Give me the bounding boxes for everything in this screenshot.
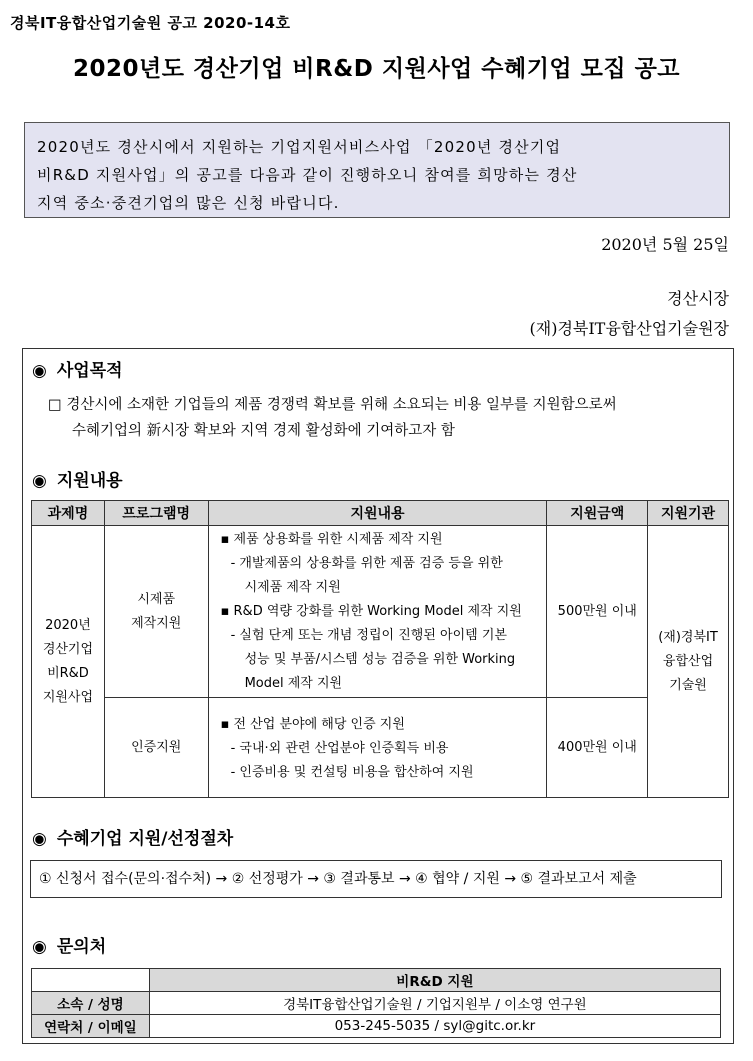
checkbox-icon: □ xyxy=(48,397,62,413)
intro-line: 비R&D 지원사업」의 공고를 다음과 같이 진행하오니 참여를 희망하는 경산 xyxy=(37,166,578,184)
table-row xyxy=(32,992,721,1015)
column-header: 지원내용 xyxy=(208,501,547,526)
row-value: 053-245-5035 / syl@gitc.or.kr xyxy=(149,1015,720,1038)
table-row xyxy=(32,526,729,698)
task-name-line: 비R&D xyxy=(47,665,89,681)
support-table xyxy=(31,500,729,798)
content-line: - 실험 단계 또는 개념 정립이 진행된 아이템 기본 xyxy=(230,628,507,643)
program-name-line: 시제품 xyxy=(137,591,176,607)
row-label: 소속 / 성명 xyxy=(32,992,150,1015)
blank-header-cell xyxy=(32,969,150,992)
agency-line: (재)경북IT xyxy=(658,629,718,645)
task-name-line: 지원사업 xyxy=(42,689,94,705)
page-title: 2020년도 경산기업 비R&D 지원사업 수혜기업 모집 공고 xyxy=(72,56,681,82)
issuer-institute: (재)경북IT융합산업기술원장 xyxy=(529,319,729,338)
section-marker-icon: ◉ xyxy=(32,829,47,849)
section-title: 문의처 xyxy=(56,937,107,957)
row-value: 경북IT융합산업기술원 / 기업지원부 / 이소영 연구원 xyxy=(149,992,720,1015)
support-content-cell xyxy=(208,698,547,798)
program-name-cell xyxy=(104,526,208,698)
section-heading-procedure xyxy=(32,824,233,849)
task-name-cell xyxy=(32,526,105,798)
program-name-cell: 인증지원 xyxy=(104,698,208,798)
amount-cell: 500만원 이내 xyxy=(547,526,648,698)
section-heading-support xyxy=(32,466,123,491)
column-header: 프로그램명 xyxy=(104,501,208,526)
column-header: 지원기관 xyxy=(648,501,729,526)
content-line: - 개발제품의 상용화를 위한 제품 검증 등을 위한 xyxy=(230,556,503,571)
amount-cell: 400만원 이내 xyxy=(547,698,648,798)
section-heading-contact xyxy=(32,932,106,957)
column-header: 과제명 xyxy=(32,501,105,526)
intro-box xyxy=(24,122,730,218)
issuer-mayor: 경산시장 xyxy=(667,289,729,308)
agency-line: 기술원 xyxy=(669,677,707,693)
purpose-line-1 xyxy=(48,392,617,418)
task-name-line: 2020년 xyxy=(45,617,91,633)
section-marker-icon: ◉ xyxy=(32,937,47,957)
notice-number: 경북IT융합산업기술원 공고 2020-14호 xyxy=(10,14,291,32)
purpose-text: 경산시에 소재한 기업들의 제품 경쟁력 확보를 위해 소요되는 비용 일부를 지원함으로써 xyxy=(66,397,617,413)
row-label: 연락처 / 이메일 xyxy=(32,1015,150,1038)
section-marker-icon: ◉ xyxy=(32,361,47,381)
agency-cell xyxy=(648,526,729,798)
section-title: 수혜기업 지원/선정절차 xyxy=(56,829,234,849)
agency-line: 융합산업 xyxy=(662,653,714,669)
table-header-row xyxy=(32,969,721,992)
column-header: 지원금액 xyxy=(547,501,648,526)
task-name-line: 경산기업 xyxy=(42,641,94,657)
intro-line: 지역 중소·중견기업의 많은 신청 바랍니다. xyxy=(37,194,340,212)
notice-date: 2020년 5월 25일 xyxy=(601,235,729,254)
contact-table xyxy=(31,968,721,1038)
content-line: 성능 및 부품/시스템 성능 검증을 위한 Working xyxy=(244,652,516,667)
content-line: - 국내·외 관련 산업분야 인증획득 비용 xyxy=(230,740,449,756)
table-header-row xyxy=(32,501,729,526)
content-line: ▪ 전 산업 분야에 해당 인증 지원 xyxy=(220,716,405,732)
section-marker-icon: ◉ xyxy=(32,471,47,491)
content-line: Model 제작 지원 xyxy=(244,676,343,691)
table-row xyxy=(32,1015,721,1038)
content-line: 시제품 제작 지원 xyxy=(244,580,341,595)
program-name-line: 제작지원 xyxy=(131,615,182,631)
content-line: - 인증비용 및 컨설팅 비용을 합산하여 지원 xyxy=(230,764,474,780)
purpose-line-2: 수혜기업의 新시장 확보와 지역 경제 활성화에 기여하고자 함 xyxy=(72,423,455,439)
intro-line: 2020년도 경산시에서 지원하는 기업지원서비스사업 「2020년 경산기업 xyxy=(37,138,562,156)
support-content-cell xyxy=(208,526,547,698)
section-heading-purpose xyxy=(32,356,123,381)
procedure-steps-box: ① 신청서 접수(문의·접수처) → ② 선정평가 → ③ 결과통보 → ④ 협약 / 지원 → ⑤ 결과보고서 제출 xyxy=(30,860,722,898)
section-title: 지원내용 xyxy=(56,471,123,491)
table-row xyxy=(32,698,729,798)
column-header: 비R&D 지원 xyxy=(149,969,720,992)
content-line: ▪ 제품 상용화를 위한 시제품 제작 지원 xyxy=(220,532,443,547)
content-line: ▪ R&D 역량 강화를 위한 Working Model 제작 지원 xyxy=(220,604,522,619)
section-title: 사업목적 xyxy=(56,361,123,381)
